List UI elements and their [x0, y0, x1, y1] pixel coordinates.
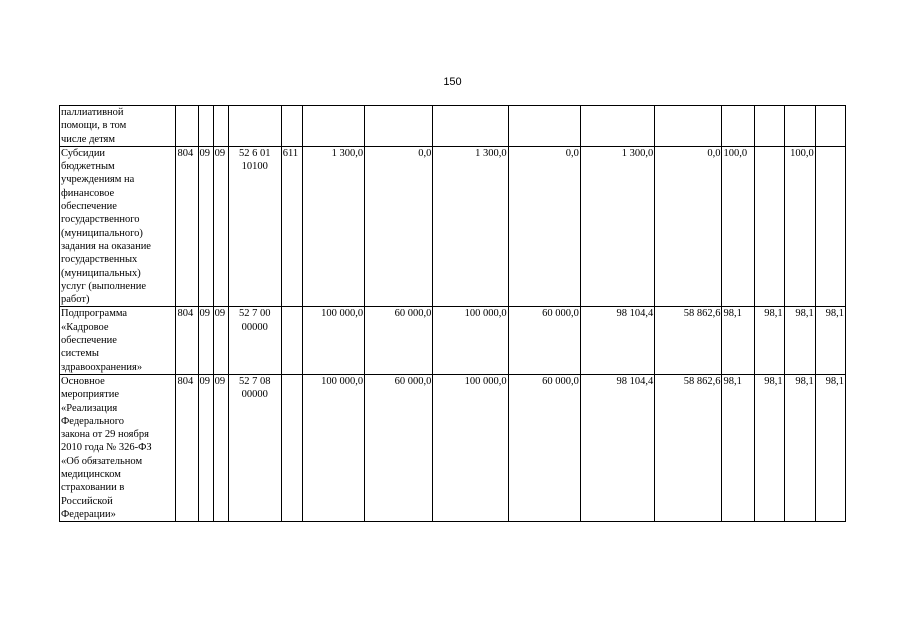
percent-4	[815, 106, 845, 147]
target-code-line: 10100	[241, 161, 268, 173]
budget-table	[59, 105, 846, 522]
value-6	[655, 106, 722, 147]
target-article-code	[228, 307, 281, 374]
row-name-line: «Кадровое	[61, 321, 109, 333]
row-name-line: задания на оказание	[61, 240, 151, 252]
row-name	[60, 307, 176, 374]
row-name-line: работ)	[61, 294, 90, 306]
row-name-line: «Реализация	[61, 402, 118, 414]
value-6: 0,0	[655, 146, 722, 307]
value-1: 1 300,0	[302, 146, 364, 307]
section-code	[198, 106, 213, 147]
value-3: 1 300,0	[433, 146, 508, 307]
target-code-line: 52 6 01	[238, 147, 271, 159]
page-number: 150	[443, 76, 462, 88]
value-4: 60 000,0	[508, 307, 580, 374]
subsection-code	[213, 106, 228, 147]
value-5	[580, 106, 654, 147]
value-6: 58 862,6	[655, 374, 722, 521]
value-3: 100 000,0	[433, 307, 508, 374]
percent-1: 98,1	[722, 374, 754, 521]
row-name-line: услуг (выполнение	[61, 280, 146, 292]
row-name-line: страховании в	[61, 482, 125, 494]
section-code: 09	[198, 146, 213, 307]
row-name-line: Подпрограмма	[61, 308, 128, 320]
percent-4: 98,1	[815, 374, 845, 521]
subsection-code: 09	[213, 146, 228, 307]
percent-2: 98,1	[754, 374, 784, 521]
percent-3: 98,1	[784, 374, 815, 521]
percent-3	[784, 106, 815, 147]
percent-4: 98,1	[815, 307, 845, 374]
row-name-line: финансовое	[61, 187, 115, 199]
value-2: 60 000,0	[365, 307, 433, 374]
row-name-line: Субсидии	[61, 147, 106, 159]
expense-type-code	[281, 374, 302, 521]
subsection-code: 09	[213, 307, 228, 374]
value-2: 60 000,0	[365, 374, 433, 521]
expense-type-code	[281, 307, 302, 374]
value-2	[365, 106, 433, 147]
expense-type-code	[281, 106, 302, 147]
row-name-line: закона от 29 ноября	[61, 429, 149, 441]
row-name	[60, 374, 176, 521]
row-name-line: государственных	[61, 254, 138, 266]
target-article-code	[228, 106, 281, 147]
section-code: 09	[198, 374, 213, 521]
ved-code: 804	[176, 374, 198, 521]
value-4: 60 000,0	[508, 374, 580, 521]
row-name-line: бюджетным	[61, 161, 115, 173]
target-code-line: 00000	[241, 389, 268, 401]
expense-type-code: 611	[281, 146, 302, 307]
percent-2: 98,1	[754, 307, 784, 374]
target-code-line: 52 7 00	[238, 308, 271, 320]
table-row	[60, 374, 846, 521]
row-name	[60, 106, 176, 147]
percent-3: 98,1	[784, 307, 815, 374]
table-row	[60, 307, 846, 374]
row-name-line: Федерального	[61, 415, 125, 427]
ved-code: 804	[176, 146, 198, 307]
value-5: 98 104,4	[580, 307, 654, 374]
value-3	[433, 106, 508, 147]
target-code-line: 52 7 08	[238, 375, 271, 387]
value-5: 1 300,0	[580, 146, 654, 307]
value-4: 0,0	[508, 146, 580, 307]
section-code: 09	[198, 307, 213, 374]
row-name-line: (муниципального)	[61, 227, 143, 239]
value-6: 58 862,6	[655, 307, 722, 374]
target-article-code	[228, 146, 281, 307]
percent-3: 100,0	[784, 146, 815, 307]
row-name-line: Основное	[61, 375, 105, 387]
percent-1: 98,1	[722, 307, 754, 374]
value-5: 98 104,4	[580, 374, 654, 521]
row-name-line: обеспечение	[61, 335, 117, 347]
row-name-line: Российской	[61, 495, 113, 507]
table-row	[60, 106, 846, 147]
subsection-code: 09	[213, 374, 228, 521]
row-name-line: числе детям	[61, 133, 116, 145]
row-name-line: медицинском	[61, 469, 121, 481]
percent-4	[815, 146, 845, 307]
row-name	[60, 146, 176, 307]
row-name-line: учреждениям на	[61, 174, 135, 186]
row-name-line: здравоохранения»	[61, 361, 143, 373]
row-name-line: системы	[61, 348, 99, 360]
ved-code: 804	[176, 307, 198, 374]
percent-2	[754, 106, 784, 147]
value-2: 0,0	[365, 146, 433, 307]
row-name-line: обеспечение	[61, 201, 117, 213]
row-name-line: государственного	[61, 214, 140, 226]
row-name-line: паллиативной	[61, 107, 124, 118]
row-name-line: «Об обязательном	[61, 455, 143, 467]
percent-1: 100,0	[722, 146, 754, 307]
row-name-line: (муниципальных)	[61, 267, 141, 279]
table-row	[60, 146, 846, 307]
row-name-line: мероприятие	[61, 389, 119, 401]
row-name-line: Федерации»	[61, 508, 116, 520]
ved-code	[176, 106, 198, 147]
value-3: 100 000,0	[433, 374, 508, 521]
percent-2	[754, 146, 784, 307]
row-name-line: помощи, в том	[61, 120, 127, 132]
value-4	[508, 106, 580, 147]
value-1: 100 000,0	[302, 374, 364, 521]
percent-1	[722, 106, 754, 147]
target-article-code	[228, 374, 281, 521]
value-1	[302, 106, 364, 147]
value-1: 100 000,0	[302, 307, 364, 374]
target-code-line: 00000	[241, 321, 268, 333]
row-name-line: 2010 года № 326-ФЗ	[61, 442, 152, 454]
